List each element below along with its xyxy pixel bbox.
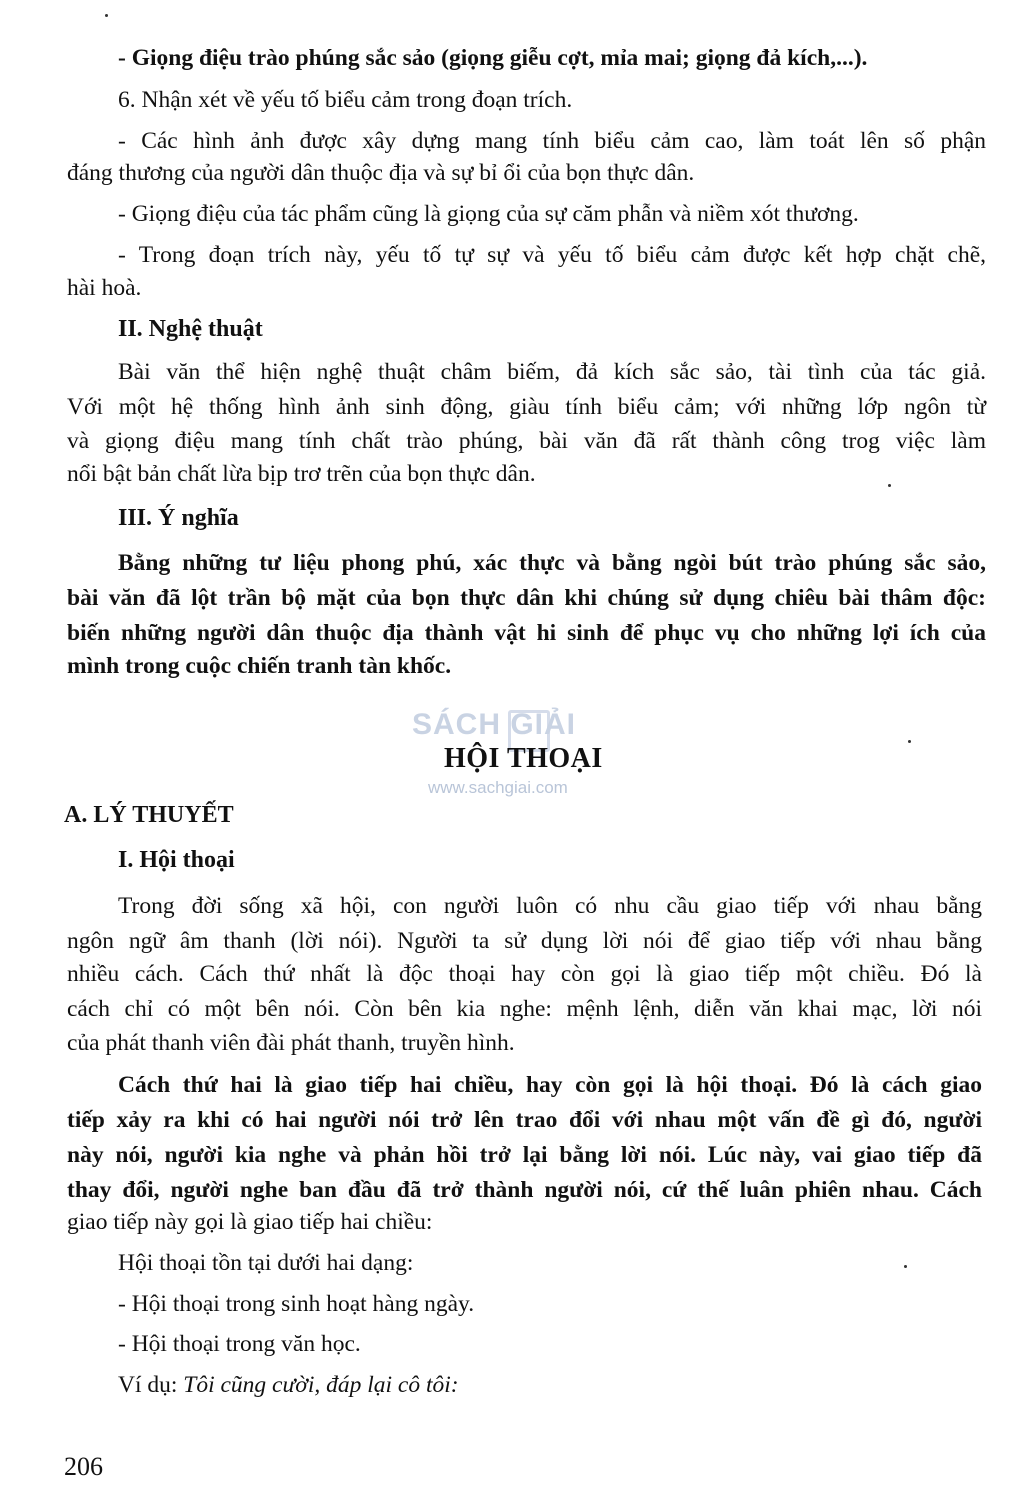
text-line: biến những người dân thuộc địa thành vật hi sinh để phục vụ cho những lợi ích của bbox=[67, 620, 986, 646]
text-line: - Các hình ảnh được xây dựng mang tính biểu cảm cao, làm toát lên số phận bbox=[118, 128, 986, 154]
watermark-logo-text: SÁCH GIẢI bbox=[412, 708, 577, 741]
text-line: Bài văn thể hiện nghệ thuật châm biếm, đả kích sắc sảo, tài tình của tác giả. bbox=[118, 359, 986, 385]
text-line: Bằng những tư liệu phong phú, xác thực và bằng ngòi bút trào phúng sắc sảo, bbox=[118, 550, 986, 576]
scan-speck bbox=[105, 14, 108, 17]
text-line: - Trong đoạn trích này, yếu tố tự sự và yếu tố biểu cảm được kết hợp chặt chẽ, bbox=[118, 242, 986, 268]
text-line: mình trong cuộc chiến tranh tàn khốc. bbox=[67, 653, 452, 679]
text-line: thay đổi, người nghe ban đầu đã trở thành người nói, cứ thế luân phiên nhau. Cách bbox=[67, 1177, 982, 1203]
text-line: Cách thứ hai là giao tiếp hai chiều, hay còn gọi là hội thoại. Đó là cách giao bbox=[118, 1072, 982, 1098]
text-line: Trong đời sống xã hội, con người luôn có nhu cầu giao tiếp với nhau bằng bbox=[118, 893, 982, 919]
text-line: nổi bật bản chất lừa bịp trơ trẽn của bọn thực dân. bbox=[67, 461, 536, 487]
section-heading-art: II. Nghệ thuật bbox=[118, 316, 263, 342]
text-line: nhiều cách. Cách thứ nhất là độc thoại hay còn gọi là giao tiếp một chiều. Đó là bbox=[67, 961, 982, 987]
text-line: tiếp xảy ra khi có hai người nói trở lên trao đổi với nhau một vấn đề gì đó, người bbox=[67, 1107, 982, 1133]
chapter-title: HỘI THOẠI bbox=[444, 743, 603, 774]
section-heading-meaning: III. Ý nghĩa bbox=[118, 505, 239, 531]
page-number: 206 bbox=[64, 1452, 103, 1481]
text-line: ngôn ngữ âm thanh (lời nói). Người ta sử dụng lời nói để giao tiếp với nhau bằng bbox=[67, 928, 982, 954]
text-line: này nói, người kia nghe và phản hồi trở lại bằng lời nói. Lúc này, vai giao tiếp đã bbox=[67, 1142, 982, 1168]
part-heading-theory: A. LÝ THUYẾT bbox=[64, 802, 234, 828]
list-item: - Hội thoại trong văn học. bbox=[118, 1331, 361, 1357]
text-line: Với một hệ thống hình ảnh sinh động, giàu tính biểu cảm; với những lớp ngôn từ bbox=[67, 394, 986, 420]
text-line: hài hoà. bbox=[67, 275, 142, 301]
watermark-url: www.sachgiai.com bbox=[428, 778, 568, 797]
scan-speck bbox=[888, 484, 891, 487]
scan-speck bbox=[904, 1265, 907, 1268]
example-quote: Tôi cũng cười, đáp lại cô tôi: bbox=[183, 1372, 459, 1398]
text-line: bài văn đã lột trần bộ mặt của bọn thực dân khi chúng sử dụng chiêu bài thâm độc: bbox=[67, 585, 986, 611]
text-line: 6. Nhận xét về yếu tố biểu cảm trong đoạn trích. bbox=[118, 87, 573, 113]
text-line: - Giọng điệu của tác phẩm cũng là giọng của sự căm phẫn và niềm xót thương. bbox=[118, 201, 859, 227]
text-line: và giọng điệu mang tính chất trào phúng, bài văn đã rất thành công trog việc làm bbox=[67, 428, 986, 454]
example-line bbox=[118, 1370, 459, 1400]
subsection-heading-dialogue: I. Hội thoại bbox=[118, 847, 235, 873]
text-line: của phát thanh viên đài phát thanh, truyền hình. bbox=[67, 1030, 515, 1056]
text-line: giao tiếp này gọi là giao tiếp hai chiều: bbox=[67, 1209, 433, 1235]
example-label: Ví dụ: bbox=[118, 1372, 184, 1398]
scan-speck bbox=[908, 740, 911, 743]
text-line: đáng thương của người dân thuộc địa và sự bỉ ổi của bọn thực dân. bbox=[67, 160, 695, 186]
list-item: - Hội thoại trong sinh hoạt hàng ngày. bbox=[118, 1291, 475, 1317]
text-line: cách chỉ có một bên nói. Còn bên kia nghe: mệnh lệnh, diễn văn khai mạc, lời nói bbox=[67, 996, 982, 1022]
text-line: Hội thoại tồn tại dưới hai dạng: bbox=[118, 1250, 414, 1276]
text-line: - Giọng điệu trào phúng sắc sảo (giọng giễu cợt, mỉa mai; giọng đả kích,...). bbox=[118, 45, 868, 71]
